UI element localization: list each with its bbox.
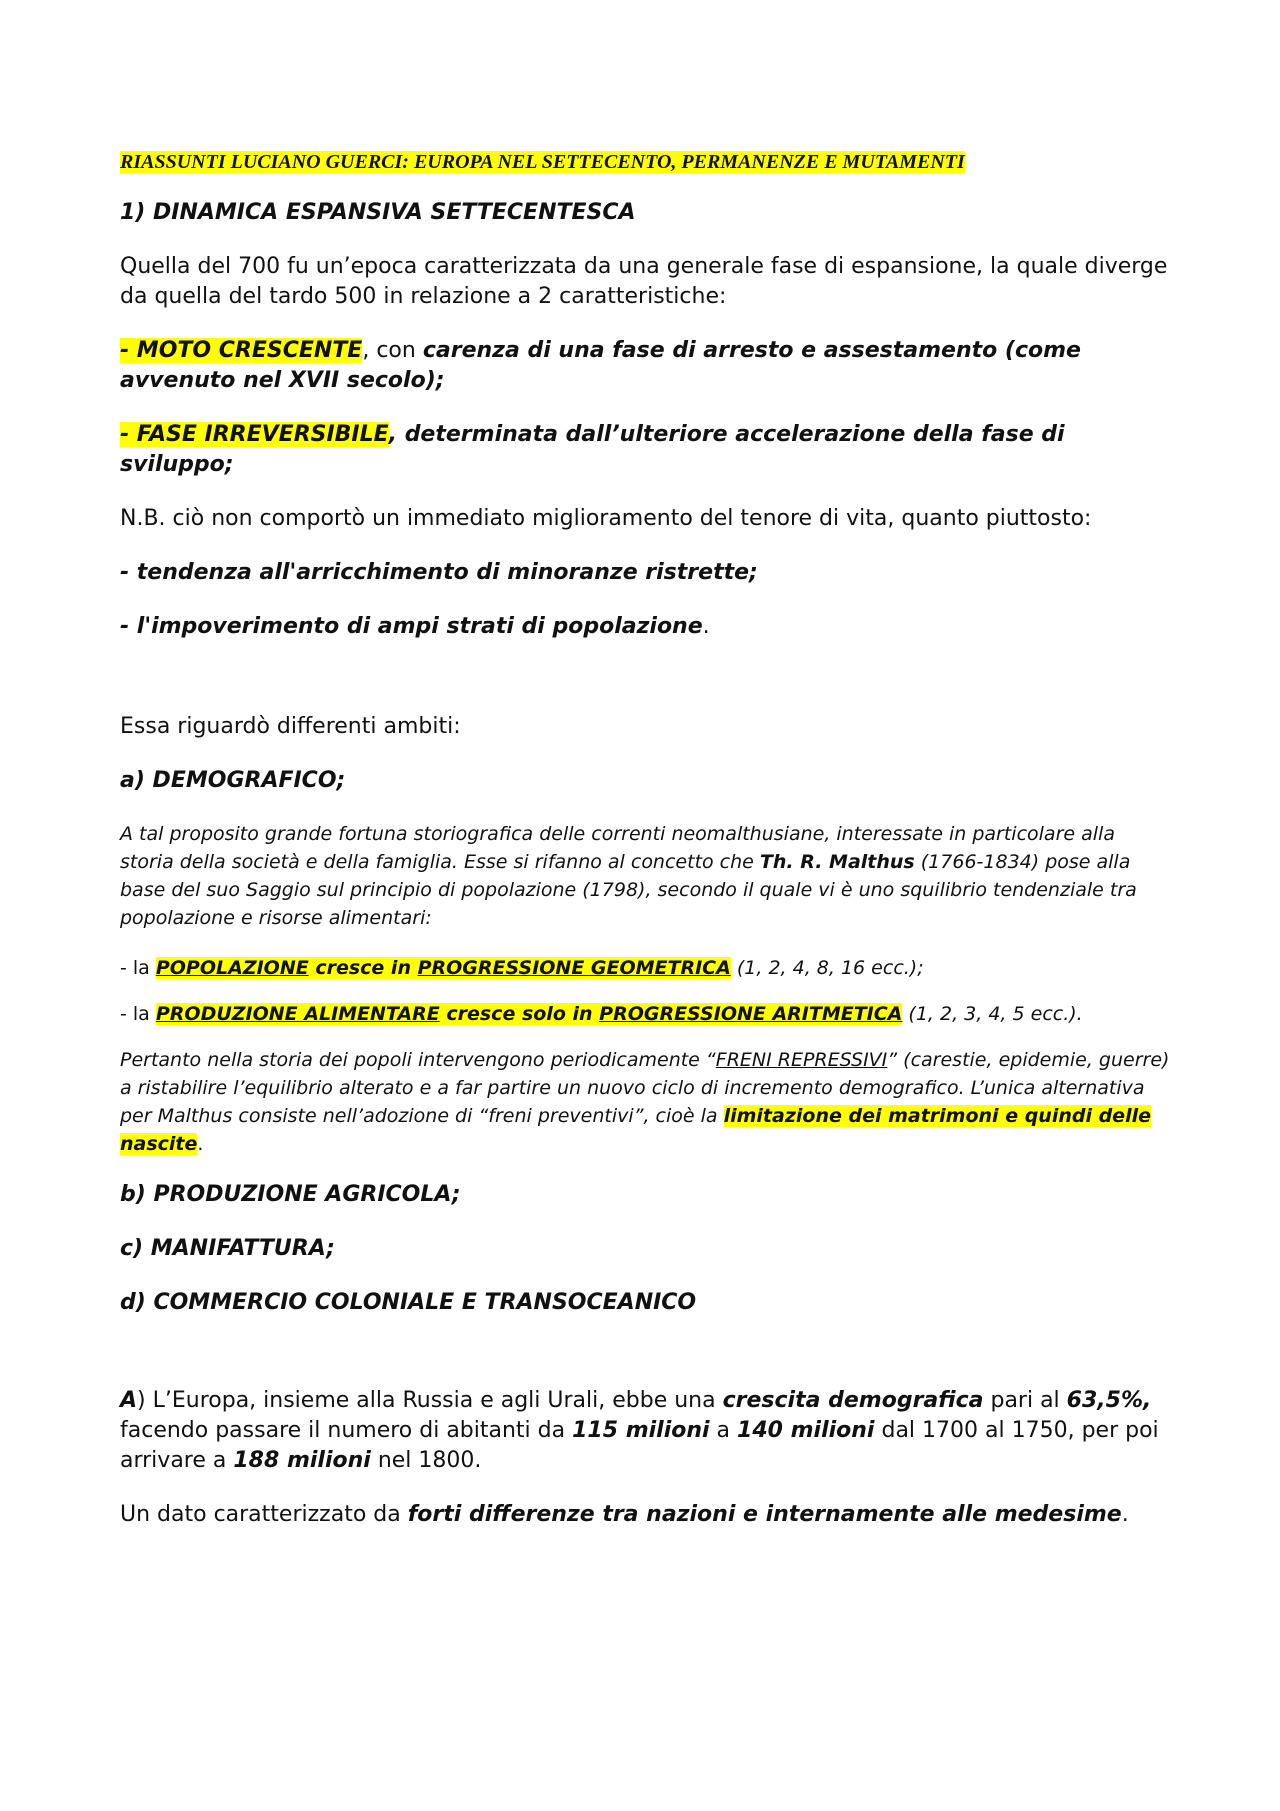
- key-mid: cresce in: [308, 957, 418, 979]
- value-188: 188 milioni: [233, 1448, 371, 1473]
- spacer: [120, 1342, 1170, 1386]
- freni-end: .: [197, 1133, 204, 1155]
- malthus-paragraph: [120, 820, 1170, 932]
- heading-commercio: d) COMMERCIO COLONIALE E TRANSOCEANICO: [120, 1290, 697, 1315]
- bullet-dash: -: [120, 338, 137, 363]
- item-prefix: - la: [120, 957, 156, 979]
- key-produzione-alimentare: PRODUZIONE ALIMENTARE: [155, 1003, 440, 1025]
- section-a-text: dal 1700 al 1750, per poi arrivare a: [120, 1418, 1159, 1473]
- item-suffix: (1, 2, 3, 4, 5 ecc.).: [902, 1003, 1083, 1025]
- section-a-paragraph: [120, 1386, 1170, 1476]
- key-progressione-aritmetica: PROGRESSIONE ARITMETICA: [599, 1003, 903, 1025]
- freni-text-1: Pertanto nella storia dei popoli intervengono periodicamente “: [120, 1049, 716, 1071]
- section-heading-1: 1) DINAMICA ESPANSIVA SETTECENTESCA: [120, 200, 636, 225]
- document-title: [120, 148, 1170, 176]
- key-mid: cresce solo in: [439, 1003, 600, 1025]
- malthus-text-1: A tal proposito grande fortuna storiografica delle correnti neomalthusiane, interessate in particolare alla storia della società e della famiglia. Esse si rifanno al concetto che: [120, 823, 1115, 873]
- freni-text-2: ” (carestie, epidemie, guerre) a ristabilire l’equilibrio alterato e a far partire un nuovo ciclo di incremento demografico. L’unica alternativa per Malthus consiste nell’adozione di “freni preventivi”, cioè la: [120, 1049, 1170, 1127]
- freni-repressivi: FRENI REPRESSIVI: [715, 1049, 888, 1071]
- bullet-moto-crescente: [120, 336, 1170, 396]
- section-a-text: nel 1800.: [370, 1448, 482, 1473]
- heading-manifattura: c) MANIFATTURA;: [120, 1236, 335, 1261]
- bullet-rest: , determinata dall’ulteriore accelerazione della fase di sviluppo;: [120, 422, 1065, 477]
- intro-paragraph: Quella del 700 fu un’epoca caratterizzata da una generale fase di espansione, la quale diverge da quella del tardo 500 in relazione a 2 caratteristiche:: [120, 254, 1168, 309]
- malthus-item-popolazione: [120, 954, 1170, 982]
- section-a-text: a: [709, 1418, 738, 1443]
- percent-value: 63,5%,: [1066, 1388, 1152, 1413]
- section-a-paragraph-2: [120, 1500, 1170, 1530]
- bullet-dash: -: [120, 422, 137, 447]
- document-title-text: RIASSUNTI LUCIANO GUERCI: EUROPA NEL SETTECENTO, PERMANENZE E MUTAMENTI: [120, 151, 965, 173]
- nb-paragraph: N.B. ciò non comportò un immediato miglioramento del tenore di vita, quanto piuttosto:: [120, 506, 1092, 531]
- value-140: 140 milioni: [737, 1418, 875, 1443]
- bullet-rest: carenza di una fase di arresto e assestamento (come avvenuto nel XVII secolo);: [120, 338, 1081, 393]
- bullet-fase-irreversibile: [120, 420, 1170, 480]
- document-page: [120, 148, 1170, 1554]
- differenze-emphasis: forti differenze tra nazioni e internamente alle medesime: [407, 1502, 1122, 1527]
- item-prefix: - la: [120, 1003, 156, 1025]
- heading-produzione-agricola: b) PRODUZIONE AGRICOLA;: [120, 1182, 461, 1207]
- nb-item-impoverimento: [120, 612, 1170, 642]
- malthus-text-2: (1766-1834) pose alla base del suo Saggio sul principio di popolazione (1798), secondo il quale vi è uno squilibrio tendenziale tra popolazione e risorse alimentari:: [120, 851, 1137, 929]
- key-progressione-geometrica: PROGRESSIONE GEOMETRICA: [417, 957, 731, 979]
- bullet-sep: , con: [362, 338, 423, 363]
- ambiti-intro: Essa riguardò differenti ambiti:: [120, 714, 461, 739]
- section-a-end: .: [1121, 1502, 1129, 1527]
- bullet-key: FASE IRREVERSIBILE: [136, 422, 389, 447]
- malthus-item-produzione: [120, 1000, 1170, 1028]
- section-a-text: facendo passare il numero di abitanti da: [120, 1418, 573, 1443]
- section-a-letter: A: [120, 1388, 138, 1413]
- item-suffix: (1, 2, 4, 8, 16 ecc.);: [730, 957, 924, 979]
- malthus-freni-paragraph: [120, 1046, 1170, 1158]
- spacer: [120, 666, 1170, 712]
- heading-demografico: a) DEMOGRAFICO;: [120, 768, 346, 793]
- nb-item-text: - l'impoverimento di ampi strati di popolazione: [120, 614, 703, 639]
- value-115: 115 milioni: [572, 1418, 710, 1443]
- crescita-demografica: crescita demografica: [722, 1388, 984, 1413]
- nb-item-end: .: [702, 614, 710, 639]
- section-a-text: pari al: [983, 1388, 1067, 1413]
- limitazione-highlight: limitazione dei matrimoni e quindi delle nascite: [120, 1105, 1151, 1155]
- section-a-text: ) L’Europa, insieme alla Russia e agli Urali, ebbe una: [137, 1388, 723, 1413]
- malthus-name: Th. R. Malthus: [759, 851, 915, 873]
- nb-item-arricchimento: - tendenza all'arricchimento di minoranze ristrette;: [120, 560, 758, 585]
- key-popolazione: POPOLAZIONE: [155, 957, 309, 979]
- section-a-text: Un dato caratterizzato da: [120, 1502, 408, 1527]
- bullet-key: MOTO CRESCENTE: [136, 338, 363, 363]
